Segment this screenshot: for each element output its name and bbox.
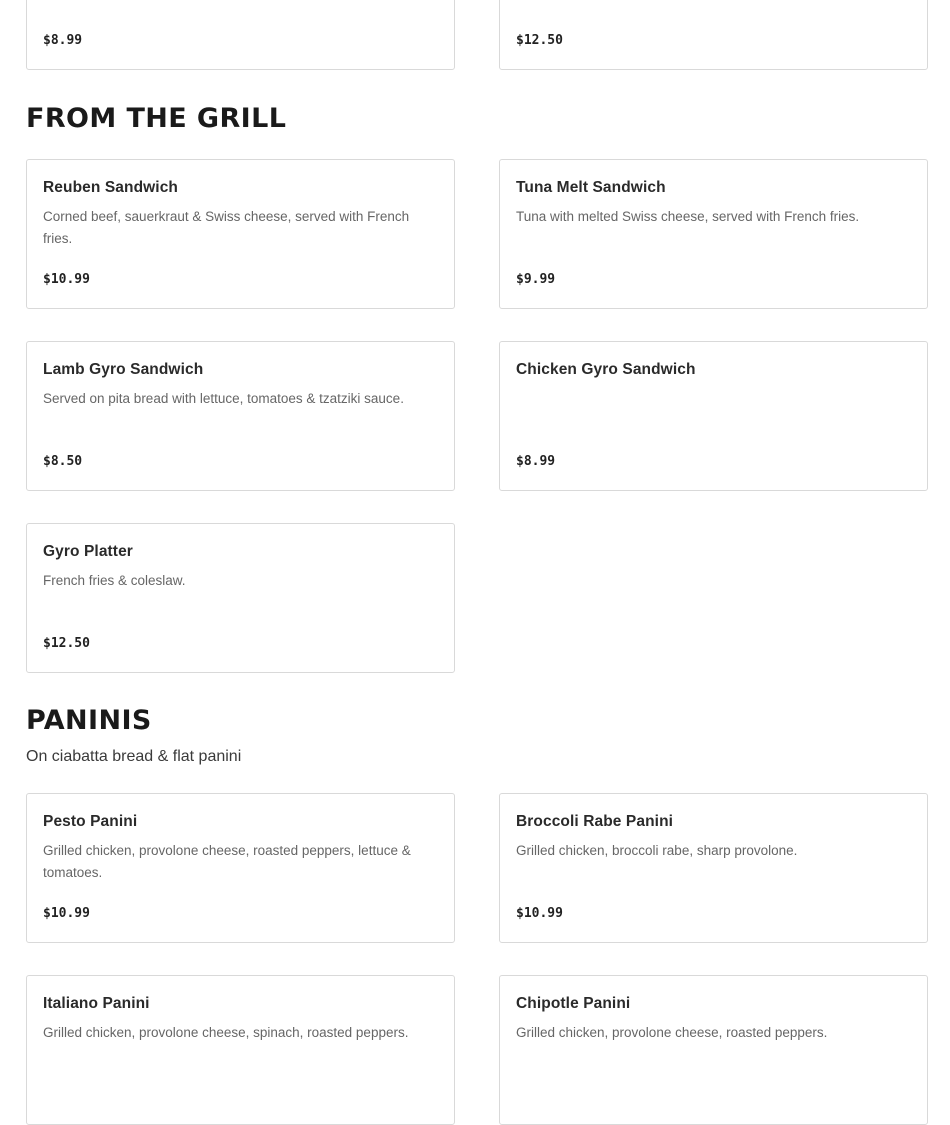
menu-item-card[interactable] bbox=[26, 523, 455, 673]
section-title-grill: FROM THE GRILL bbox=[26, 103, 287, 134]
menu-item-card[interactable] bbox=[499, 975, 928, 1125]
menu-item-description bbox=[43, 0, 439, 3]
menu-item-name: Tuna Melt Sandwich bbox=[516, 179, 666, 196]
menu-item-price: $10.99 bbox=[43, 272, 90, 287]
menu-item-description: Grilled chicken, provolone cheese, roasted peppers. bbox=[516, 1025, 828, 1040]
menu-item-card[interactable] bbox=[26, 0, 455, 70]
menu-item-card[interactable] bbox=[26, 341, 455, 491]
menu-item-card[interactable] bbox=[26, 793, 455, 943]
menu-item-name: Lamb Gyro Sandwich bbox=[43, 361, 204, 378]
menu-item-price: $9.99 bbox=[516, 272, 556, 287]
menu-item-price: $12.50 bbox=[43, 636, 90, 651]
menu-item-price: $8.99 bbox=[516, 454, 556, 469]
menu-item-description: Corned beef, sauerkraut & Swiss cheese, served with French fries. bbox=[43, 209, 410, 246]
menu-item-card[interactable] bbox=[26, 159, 455, 309]
menu-item-name: Pesto Panini bbox=[43, 813, 138, 830]
menu-item-card[interactable] bbox=[499, 341, 928, 491]
menu-item-price: $10.99 bbox=[516, 906, 563, 921]
menu-item-card[interactable] bbox=[499, 0, 928, 70]
menu-item-price: $12.50 bbox=[516, 33, 563, 48]
menu-item-name: Italiano Panini bbox=[43, 995, 150, 1012]
menu-item-name: Chipotle Panini bbox=[516, 995, 631, 1012]
menu-item-price: $10.99 bbox=[43, 906, 90, 921]
menu-item-card[interactable] bbox=[26, 975, 455, 1125]
menu-item-name: Reuben Sandwich bbox=[43, 179, 178, 196]
menu-item-price: $8.99 bbox=[43, 33, 83, 48]
menu-item-name: Broccoli Rabe Panini bbox=[516, 813, 674, 830]
menu-item-name: Chicken Gyro Sandwich bbox=[516, 361, 696, 378]
menu-item-description: Tuna with melted Swiss cheese, served with French fries. bbox=[516, 209, 860, 224]
menu-item-price: $8.50 bbox=[43, 454, 83, 469]
menu-item-description: Grilled chicken, broccoli rabe, sharp provolone. bbox=[516, 843, 798, 858]
menu-item-description: Served on pita bread with lettuce, tomatoes & tzatziki sauce. bbox=[43, 391, 404, 406]
section-subtitle-paninis: On ciabatta bread & flat panini bbox=[26, 748, 242, 765]
section-title-paninis: PANINIS bbox=[26, 705, 152, 736]
menu-item-description: Grilled chicken, provolone cheese, spinach, roasted peppers. bbox=[43, 1025, 409, 1040]
menu-item-card[interactable] bbox=[499, 159, 928, 309]
menu-item-description: Grilled chicken, provolone cheese, roasted peppers, lettuce & tomatoes. bbox=[43, 843, 411, 880]
menu-item-description: French fries & coleslaw. bbox=[43, 573, 186, 588]
menu-item-name: Gyro Platter bbox=[43, 543, 133, 560]
menu-item-card[interactable] bbox=[499, 793, 928, 943]
